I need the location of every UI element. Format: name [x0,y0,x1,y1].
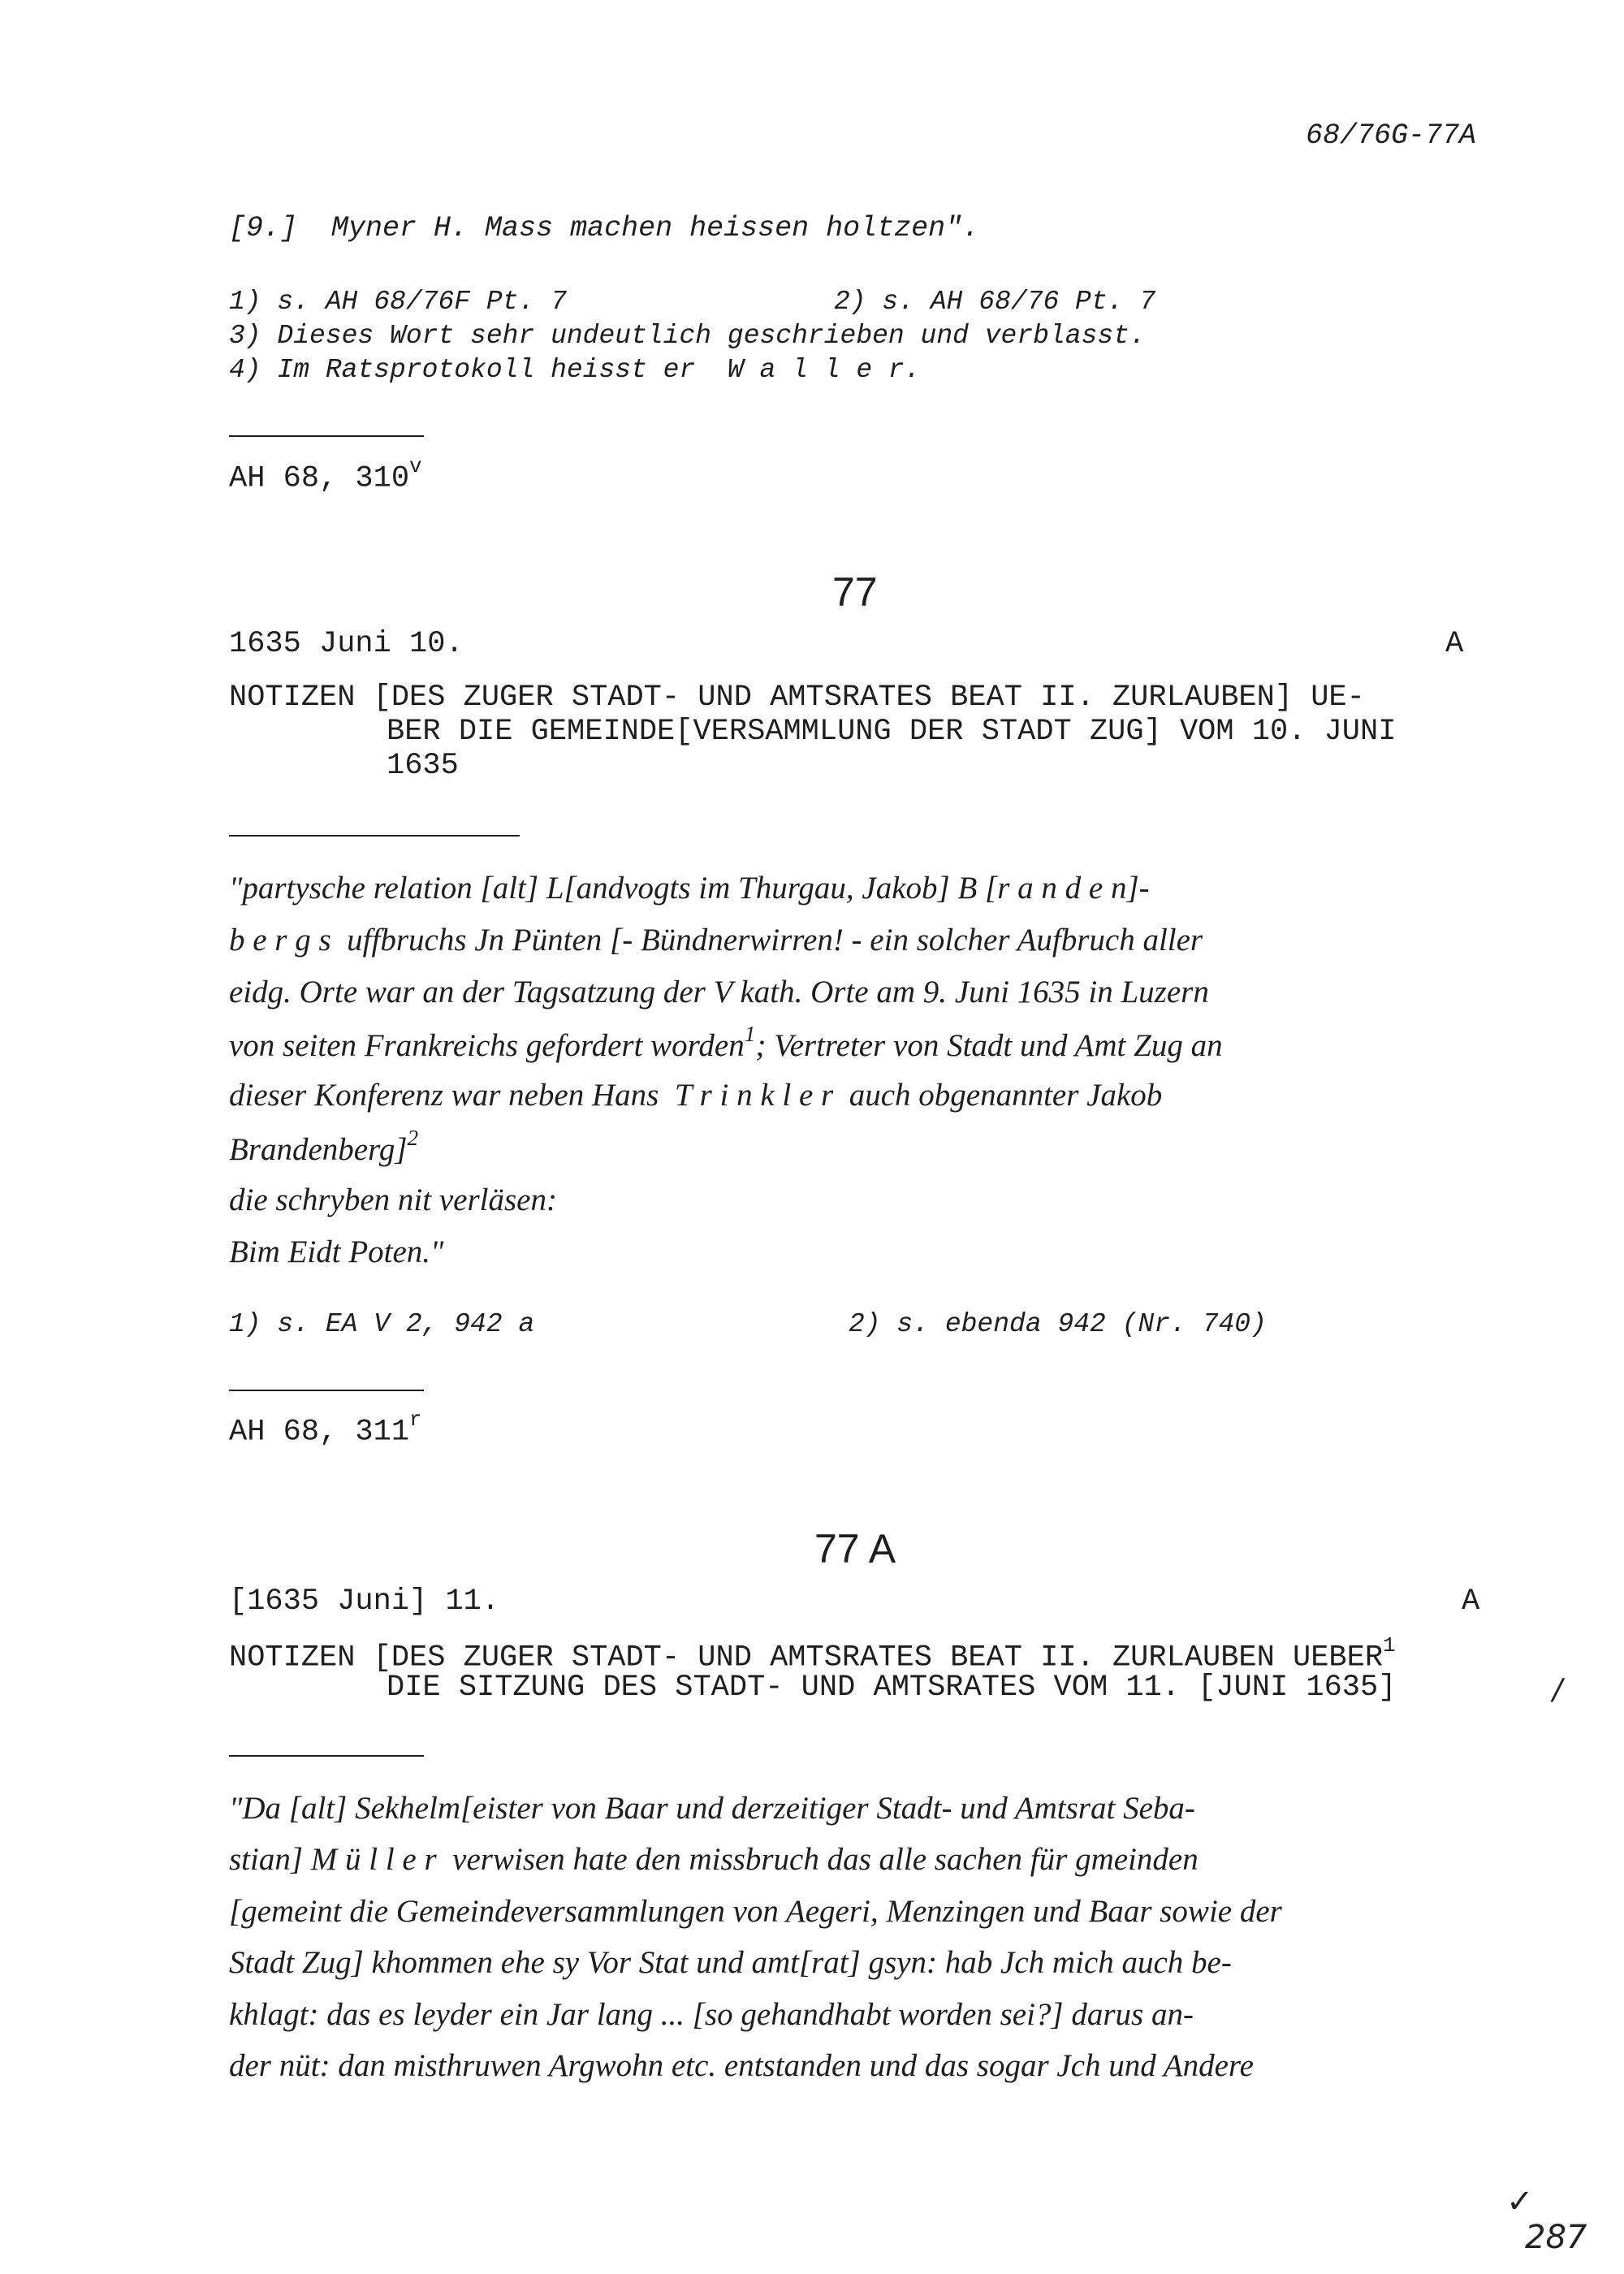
text-segment: von seiten Frankreichs gefordert worden [229,1028,745,1063]
document-title-line-2: DIE SITZUNG DES STADT- UND AMTSRATES VOM 11. [JUNI 1635] [387,1671,1397,1705]
text-line: khlagt: das es leyder ein Jar lang ... [so gehandhabt worden sei?] darus an- [229,1997,1194,2032]
source-reference [229,454,422,496]
text-line: dieser Konferenz war neben Hans T r i n k l e r auch obgenannter Jakob [229,1078,1163,1113]
text-line: b e r g s uffbruchs Jn Pünten [- Bündnerwirren! - ein solcher Aufbruch aller [229,923,1203,958]
text-segment: Brandenberg] [229,1132,408,1167]
source-reference [229,1407,422,1450]
footnote-2: 2) s. AH 68/76 Pt. 7 [834,287,1156,317]
footnote-marker: 1 [744,1021,756,1046]
document-title-line-2: BER DIE GEMEINDE[VERSAMMLUNG DER STADT ZUG] VOM 10. JUNI [387,715,1397,749]
footnote-3: 3) Dieses Wort sehr undeutlich geschrieben und verblasst. [229,321,1146,351]
handwritten-page-number: 287 [1525,2219,1587,2256]
text-line: Bim Eidt Poten." [229,1234,444,1269]
text-line: Stadt Zug] khommen ehe sy Vor Stat und amt[rat] gsyn: hab Jch mich auch be- [229,1945,1232,1980]
text-line: "partysche relation [alt] L[andvogts im Thurgau, Jakob] B [r a n d e n]- [229,871,1150,906]
document-date: [1635 Juni] 11. [229,1584,500,1619]
text-segment: ; Vertreter von Stadt und Amt Zug an [755,1028,1223,1063]
item-9-line: [9.] Myner H. Mass machen heissen holtzen". [229,212,980,244]
footnote-2: 2) s. ebenda 942 (Nr. 740) [849,1309,1267,1339]
document-title-line-1 [229,1633,1396,1675]
text-line [229,1021,1223,1064]
text-line: [gemeint die Gemeindeversammlungen von Aegeri, Menzingen und Baar sowie der [229,1894,1282,1929]
text-line: "Da [alt] Sekhelm[eister von Baar und derzeitiger Stadt- und Amtsrat Seba- [229,1791,1195,1826]
source-text: AH 68, 311 [229,1415,410,1450]
separator-rule [229,1755,424,1757]
document-number: 77 [832,569,878,615]
source-text: AH 68, 310 [229,461,410,496]
title-text: NOTIZEN [DES ZUGER STADT- UND AMTSRATES BEAT II. ZURLAUBEN UEBER [229,1641,1384,1675]
text-line: die schryben nit verläsen: [229,1182,557,1217]
footnote-1: 1) s. AH 68/76F Pt. 7 [229,287,567,317]
reference-code: 68/76G-77A [1306,119,1477,152]
separator-rule [229,835,520,837]
document-number: 77 A [814,1526,896,1571]
check-mark: ✓ [1506,2183,1534,2220]
document-title-line-3: 1635 [387,749,459,783]
margin-mark: / [1553,1673,1563,1706]
footnote-1: 1) s. EA V 2, 942 a [229,1309,535,1339]
footnote-marker: 2 [407,1125,419,1150]
text-line: stian] M ü l l e r verwisen hate den missbruch das alle sachen für gmeinden [229,1842,1199,1877]
source-superscript: r [409,1407,422,1433]
text-line: der nüt: dan misthruwen Argwohn etc. entstanden und das sogar Jch und Andere [229,2048,1254,2083]
source-superscript: v [409,454,422,479]
text-line: eidg. Orte war an der Tagsatzung der V kath. Orte am 9. Juni 1635 in Luzern [229,975,1209,1009]
separator-rule [229,435,424,437]
document-date: 1635 Juni 10. [229,627,464,661]
document-title-line-1: NOTIZEN [DES ZUGER STADT- UND AMTSRATES BEAT II. ZURLAUBEN] UE- [229,681,1365,715]
document-letter: A [1462,1584,1480,1619]
document-letter: A [1445,627,1464,661]
text-line [229,1125,419,1168]
footnote-4: 4) Im Ratsprotokoll heisst er W a l l e r. [229,355,921,385]
separator-rule [229,1390,424,1391]
footnote-marker: 1 [1383,1633,1396,1658]
